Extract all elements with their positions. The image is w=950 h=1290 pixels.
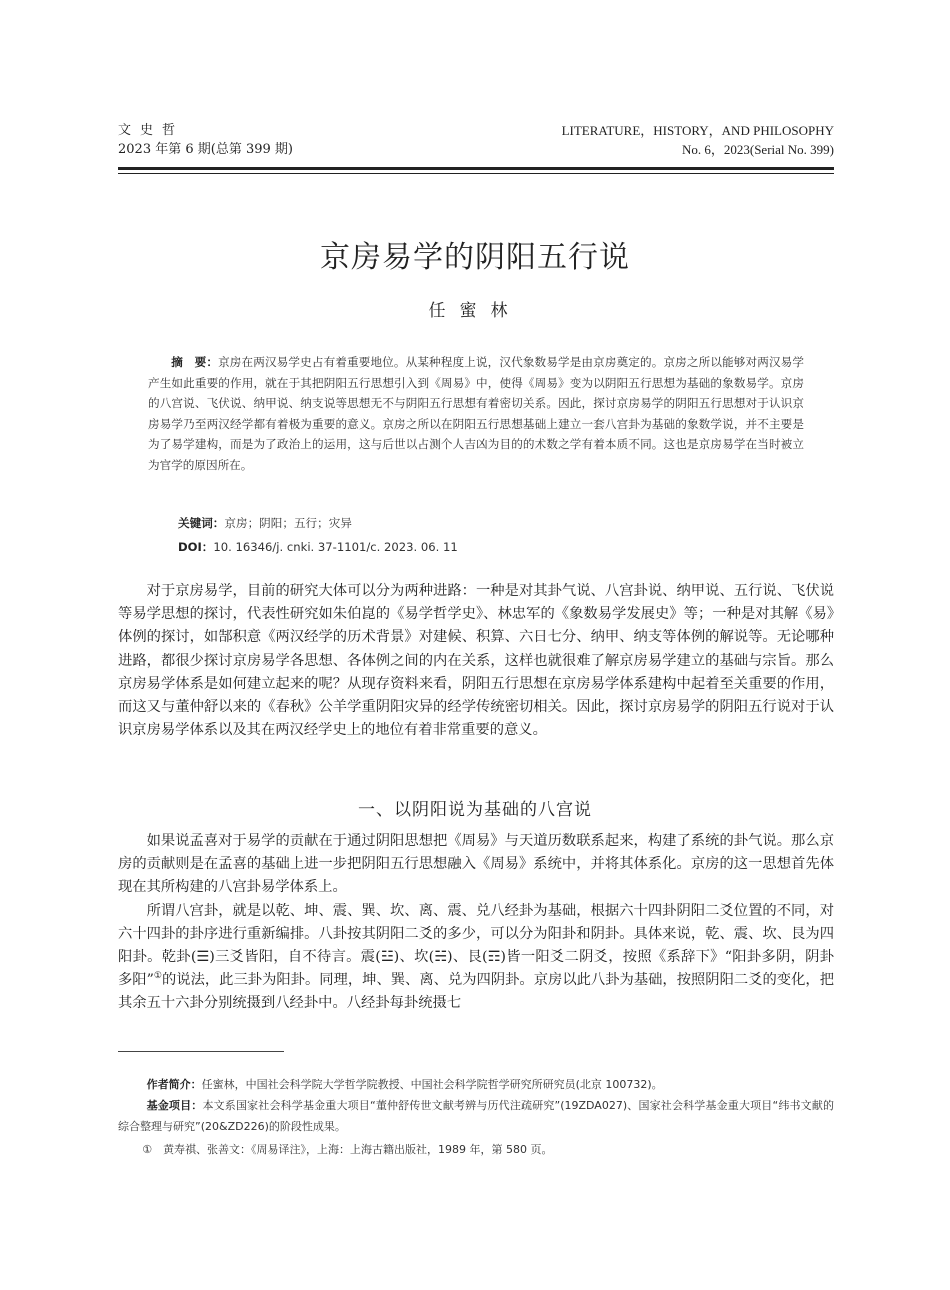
footnote-ref[interactable]: ① [153,971,162,982]
journal-name: 文史哲 [118,123,185,138]
footnote-mark: ① [142,1143,153,1156]
journal-name-en: LITERATURE，HISTORY，AND PHILOSOPHY [561,123,834,138]
header-rule-thick [118,167,834,170]
intro-section [118,580,834,742]
fund-note-label: 基金项目： [146,1099,203,1112]
footnote-text: 黄寿祺、张善文：《周易译注》，上海：上海古籍出版社，1989 年，第 580 页。 [163,1143,553,1156]
keywords-label: 关键词： [178,516,225,530]
abstract-text: 京房在两汉易学史占有着重要地位。从某种程度上说，汉代象数易学是由京房奠定的。京房之所以能够对两汉易学产生如此重要的作用，就在于其把阴阳五行思想引入到《周易》中，使得《周易》变为以阴阳五行思想为基础的象数易学。京房的八宫说、飞伏说、纳甲说、纳支说等思想无不与阴阳五行思想有着密切关系。因此，探讨京房易学的阴阳五行思想对于认识京房易学乃至两汉经学都有着极为重要的意义。京房之所以在阴阳五行思想基础上建立一套八宫卦为基础的象数学说，并不主要是为了易学建构，而是为了政治上的运用，这与后世以占测个人吉凶为目的的术数之学有着本质不同。这也是京房易学在当时被立为官学的原因所在。 [148,355,804,472]
abstract-label: 摘 要： [171,355,219,369]
section-heading: 一、以阴阳说为基础的八宫说 [358,800,592,820]
fund-note-text: 本文系国家社会科学基金重大项目“董仲舒传世文献考辨与历代注疏研究”(19ZDA027)、国家社会科学基金重大项目“纬书文献的综合整理与研究”(20&ZD226)的阶段性成果。 [118,1099,834,1133]
doi-label: DOI： [178,540,214,554]
issue-en: No. 6，2023(Serial No. 399) [681,142,834,157]
intro-paragraph: 对于京房易学，目前的研究大体可以分为两种进路：一种是对其卦气说、八宫卦说、纳甲说、五行说、飞伏说等易学思想的探讨，代表性研究如朱伯崑的《易学哲学史》、林忠军的《象数易学发展史》等；一种是对其解《易》体例的探讨，如郜积意《两汉经学的历术背景》对建候、积算、六日七分、纳甲、纳支等体例的解说等。无论哪种进路，都很少探讨京房易学各思想、各体例之间的内在关系，这样也就很难了解京房易学建立的基础与宗旨。那么京房易学体系是如何建立起来的呢？从现存资料来看，阴阳五行思想在京房易学体系建构中起着至关重要的作用，而这又与董仲舒以来的《春秋》公羊学重阴阳灾异的经学传统密切相关。因此，探讨京房易学的阴阳五行说对于认识京房易学体系以及其在两汉经学史上的地位有着非常重要的意义。 [118,583,834,739]
journal-header-en [562,121,834,159]
keywords-text: 京房；阴阳；五行；灾异 [224,516,352,530]
section-paragraph-1: 如果说孟喜对于易学的贡献在于通过阴阳思想把《周易》与天道历数联系起来，构建了系统的卦气说。那么京房的贡献则是在孟喜的基础上进一步把阴阳五行思想融入《周易》系统中，并将其体系化。京房的这一思想首先体现在其所构建的八宫卦易学体系上。 [118,833,834,896]
author-note [118,1074,834,1095]
header-rule-thin [118,173,834,174]
notes [118,1074,834,1160]
paragraph-2-text-a: 所谓八宫卦，就是以乾、坤、震、巽、坎、离、震、兑八经卦为基础，根据六十四卦阴阳二爻位置的不同，对六十四卦的卦序进行重新编排。八卦按其阴阳二爻的多少，可以分为阳卦和阴卦。具体来说，乾、震、坎、艮为四阳卦。乾卦(☰)三爻皆阳，自不待言。震(☳)、坎(☵)、艮(☶)皆一阳爻二阴爻，按照《系辞下》“阳卦多阴，阴卦多阳” [118,902,834,989]
fund-note [118,1095,834,1137]
paragraph-2-text-b: 的说法，此三卦为阳卦。同理，坤、巽、离、兑为四阴卦。京房以此八卦为基础，按照阴阳二爻的变化，把其余五十六卦分别统摄到八经卦中。八经卦每卦统摄七 [118,972,834,1012]
abstract [148,352,804,475]
section-paragraph-2 [118,900,834,1016]
article-title: 京房易学的阴阳五行说 [320,240,630,275]
footnote-1 [118,1139,834,1160]
doi [178,539,458,555]
article-author: 任蜜林 [428,301,522,321]
footnote-rule [118,1051,284,1052]
journal-header-cn [118,121,293,159]
author-note-label: 作者简介： [146,1078,202,1091]
author-note-text: 任蜜林，中国社会科学院大学哲学院教授、中国社会科学院哲学研究所研究员(北京 100732)。 [201,1078,663,1091]
section-body [118,830,834,1016]
doi-text: 10. 16346/j. cnki. 37-1101/c. 2023. 06. 11 [213,540,458,554]
keywords [178,515,352,531]
issue-cn: 2023 年第 6 期(总第 399 期) [118,142,293,157]
